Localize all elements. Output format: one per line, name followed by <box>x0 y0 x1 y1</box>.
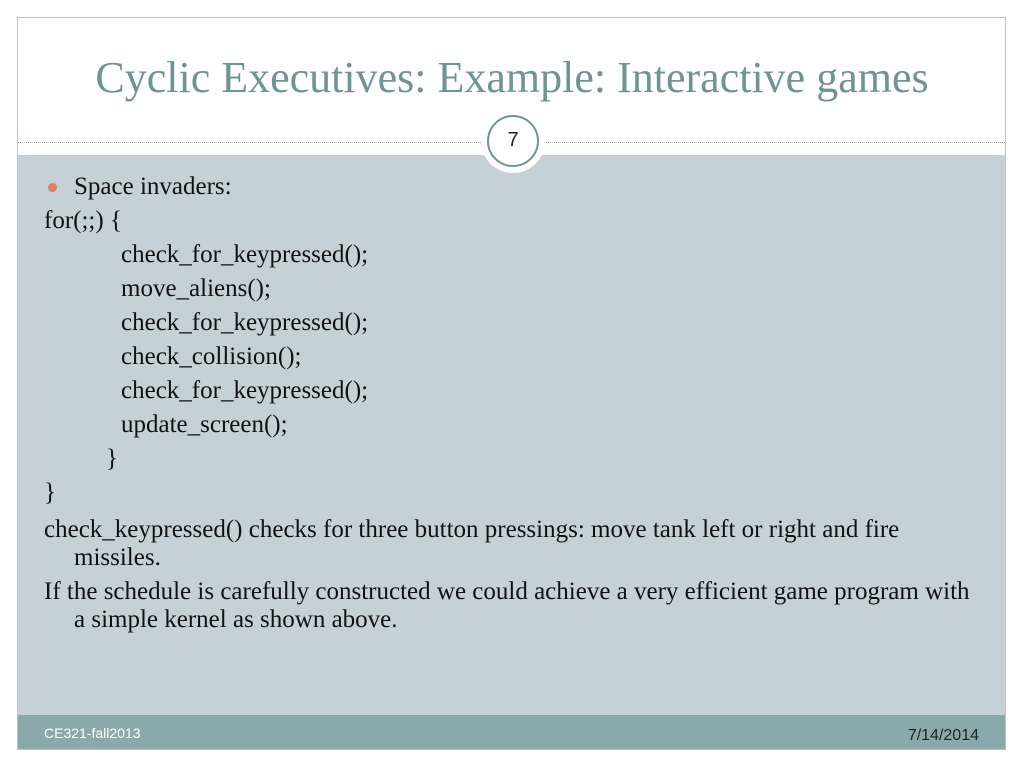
code-line: update_screen(); <box>121 411 288 438</box>
bullet-item <box>44 170 974 204</box>
code-line: check_collision(); <box>121 343 302 370</box>
code-outer-close: } <box>44 479 56 506</box>
bullet-dot-icon <box>48 183 57 192</box>
code-loop-open: for(;;) { <box>44 207 122 234</box>
code-inner-close: } <box>106 445 118 472</box>
slide-title: Cyclic Executives: Example: Interactive games <box>95 53 929 102</box>
code-line: check_for_keypressed(); <box>121 309 369 336</box>
code-line: move_aliens(); <box>121 275 271 302</box>
footer-date: 7/14/2014 <box>907 727 979 744</box>
code-line: check_for_keypressed(); <box>121 241 369 268</box>
bullet-text: Space invaders: <box>74 173 232 200</box>
paragraph-schedule: If the schedule is carefully constructed we could achieve a very efficient game program with a simple kernel as shown above. <box>44 578 970 633</box>
paragraph-keypressed: check_keypressed() checks for three button pressings: move tank left or right and fire missiles. <box>44 516 900 571</box>
footer-course: CE321-fall2013 <box>44 725 141 741</box>
slide-body <box>44 170 974 634</box>
page-number: 7 <box>487 115 539 167</box>
footer-band <box>18 715 1005 749</box>
code-line: check_for_keypressed(); <box>121 377 369 404</box>
